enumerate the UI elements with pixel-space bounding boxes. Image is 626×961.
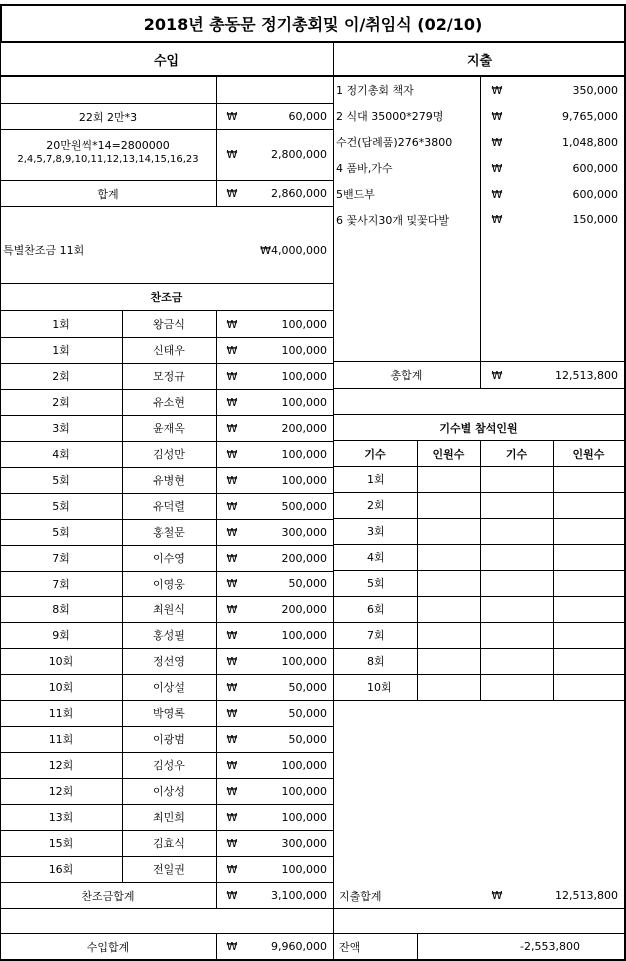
income-total-amount: 9,960,000 <box>271 940 327 953</box>
donation-name: 전일권 <box>153 863 185 876</box>
won-sign: ₩ <box>491 368 503 382</box>
donation-amount: 200,000 <box>281 421 327 435</box>
donation-amount: 100,000 <box>281 628 327 642</box>
grid-line <box>417 440 418 700</box>
donation-amount: 100,000 <box>281 473 327 487</box>
income-row-amount: 60,000 <box>288 110 327 123</box>
attendance-generation: 1회 <box>367 473 385 486</box>
donation-generation: 7회 <box>52 552 70 565</box>
donation-generation: 12회 <box>48 759 74 772</box>
donation-amount: 500,000 <box>281 499 327 513</box>
won-sign: ₩ <box>226 706 238 720</box>
donation-generation: 7회 <box>52 577 70 591</box>
donation-amount: 200,000 <box>281 551 327 565</box>
balance-amount: -2,553,800 <box>520 940 580 953</box>
donation-name: 김성만 <box>153 448 185 461</box>
won-sign: ₩ <box>226 369 238 383</box>
won-sign: ₩ <box>226 395 238 409</box>
won-sign: ₩ <box>226 836 238 850</box>
donation-generation: 5회 <box>52 526 70 539</box>
expense-item-amount: 1,048,800 <box>562 135 618 149</box>
won-sign: ₩ <box>226 473 238 487</box>
donation-amount: 100,000 <box>281 784 327 798</box>
expense-item-label: 5밴드부 <box>336 188 375 201</box>
won-sign: ₩ <box>226 889 238 902</box>
donation-name: 최민희 <box>153 811 185 824</box>
income-row-amount: 2,800,000 <box>271 148 327 161</box>
won-sign: ₩ <box>226 680 238 694</box>
expense-item-amount: 350,000 <box>572 83 618 97</box>
donation-name: 신태우 <box>153 344 185 357</box>
donation-name: 최원식 <box>153 603 185 616</box>
donation-generation: 3회 <box>52 422 70 435</box>
won-sign: ₩ <box>226 499 238 513</box>
won-sign: ₩ <box>491 213 503 226</box>
donation-generation: 1회 <box>52 318 70 331</box>
expense-header: 지출 <box>466 54 493 69</box>
grid-line <box>417 933 418 961</box>
donation-name: 왕금식 <box>153 318 185 331</box>
expense-item-amount: 600,000 <box>572 187 618 201</box>
won-sign: ₩ <box>226 784 238 798</box>
donation-generation: 9회 <box>52 629 70 642</box>
attendance-col-generation: 기수 <box>364 447 386 461</box>
donation-name: 이광범 <box>153 733 185 746</box>
won-sign: ₩ <box>226 628 238 642</box>
grid-line <box>216 310 217 882</box>
grid-line <box>0 75 333 77</box>
expense-item-label: 1 정기총회 책자 <box>336 84 414 97</box>
donation-generation: 13회 <box>48 811 74 824</box>
won-sign: ₩ <box>491 83 503 97</box>
donation-amount: 100,000 <box>281 810 327 824</box>
donation-generation: 11회 <box>48 733 74 746</box>
donations-total-amount: 3,100,000 <box>271 889 327 902</box>
expense-item-label: 4 품바,가수 <box>336 162 393 175</box>
donation-amount: 50,000 <box>288 706 327 720</box>
donation-name: 김효식 <box>153 837 185 850</box>
donations-total-label: 찬조금합계 <box>81 889 135 903</box>
attendance-generation: 8회 <box>367 655 385 668</box>
grid-line <box>333 700 626 701</box>
won-sign: ₩ <box>226 810 238 824</box>
donation-generation: 10회 <box>48 681 74 694</box>
won-sign: ₩ <box>226 421 238 435</box>
donation-generation: 10회 <box>48 655 74 668</box>
donation-name: 이영웅 <box>153 577 185 591</box>
attendance-generation: 5회 <box>367 577 385 590</box>
expense-summary-amount: 12,513,800 <box>555 889 618 902</box>
donation-name: 홍성필 <box>153 629 185 642</box>
donation-amount: 50,000 <box>288 577 327 590</box>
won-sign: ₩ <box>491 889 503 902</box>
donation-name: 김성우 <box>153 759 185 772</box>
donation-name: 정선영 <box>153 655 185 668</box>
donation-name: 박영록 <box>153 707 185 720</box>
attendance-col-count-2: 인원수 <box>572 447 605 461</box>
grid-line <box>216 933 217 961</box>
won-sign: ₩ <box>226 525 238 539</box>
income-total-label: 수입합계 <box>86 940 130 954</box>
donation-amount: 100,000 <box>281 447 327 461</box>
donation-name: 이상설 <box>153 681 185 694</box>
donation-amount: 100,000 <box>281 369 327 383</box>
income-row-label-line1: 20만원씩*14=2800000 <box>46 139 170 152</box>
donation-name: 유병현 <box>153 474 185 487</box>
won-sign: ₩ <box>226 187 238 200</box>
grid-line <box>553 440 554 700</box>
attendance-generation: 4회 <box>367 551 385 564</box>
expense-summary-label: 지출합계 <box>339 889 382 903</box>
won-sign: ₩ <box>226 758 238 772</box>
attendance-generation: 7회 <box>367 629 385 642</box>
attendance-generation: 10회 <box>367 681 392 694</box>
donation-amount: 50,000 <box>288 680 327 694</box>
donation-name: 모정규 <box>153 370 185 383</box>
donation-name: 이상성 <box>153 785 185 798</box>
grid-line <box>216 882 217 909</box>
income-row-label-line2: 2,4,5,7,8,9,10,11,12,13,14,15,16,23 <box>17 153 199 165</box>
attendance-header: 기수별 참석인원 <box>439 421 518 435</box>
donation-generation: 4회 <box>52 448 70 461</box>
donation-amount: 300,000 <box>281 836 327 850</box>
attendance-col-generation-2: 기수 <box>505 447 528 461</box>
donation-amount: 300,000 <box>281 525 327 539</box>
won-sign: ₩ <box>491 187 503 201</box>
donation-name: 이수영 <box>153 552 185 565</box>
expense-item-amount: 9,765,000 <box>562 109 618 123</box>
income-row-label: 22회 2만*3 <box>78 110 138 124</box>
expense-item-amount: 600,000 <box>572 161 618 175</box>
donation-amount: 200,000 <box>281 602 327 616</box>
donation-generation: 12회 <box>48 785 74 798</box>
grid-line <box>333 388 626 389</box>
grid-line <box>216 77 217 206</box>
donation-amount: 50,000 <box>288 732 327 746</box>
donation-generation: 2회 <box>52 370 70 383</box>
donation-name: 유소현 <box>153 396 185 409</box>
donation-generation: 8회 <box>52 603 70 616</box>
attendance-generation: 3회 <box>367 525 385 538</box>
income-subtotal-amount: 2,860,000 <box>271 187 327 200</box>
grid-line <box>122 310 123 882</box>
won-sign: ₩ <box>226 940 238 953</box>
donation-amount: 100,000 <box>281 395 327 409</box>
donation-amount: 100,000 <box>281 343 327 357</box>
donation-name: 유덕렬 <box>153 500 185 513</box>
donation-amount: 100,000 <box>281 654 327 668</box>
attendance-generation: 2회 <box>367 499 385 512</box>
donation-generation: 5회 <box>52 500 70 513</box>
attendance-generation: 6회 <box>367 603 385 616</box>
expense-total-amount: 12,513,800 <box>555 368 618 382</box>
expense-total-label: 총합계 <box>390 369 423 382</box>
won-sign: ₩ <box>226 551 238 565</box>
won-sign: ₩ <box>226 343 238 357</box>
won-sign: ₩ <box>491 161 503 175</box>
won-sign: ₩ <box>226 447 238 461</box>
income-header: 수입 <box>153 54 180 69</box>
page-title: 2018년 총동문 정기총회및 이/취임식 (02/10) <box>143 14 483 34</box>
special-donation-label: 특별찬조금 11회 <box>3 244 85 257</box>
grid-line <box>0 41 626 43</box>
expense-item-label: 수건(답례품)276*3800 <box>336 136 453 149</box>
won-sign: ₩ <box>226 732 238 746</box>
income-subtotal-label: 합계 <box>97 187 119 201</box>
grid-line <box>0 129 333 130</box>
donation-generation: 1회 <box>52 344 70 357</box>
special-donation-amount: ₩4,000,000 <box>260 243 327 257</box>
expense-item-label: 2 식대 35000*279명 <box>336 110 444 123</box>
expense-item-amount: 150,000 <box>572 213 618 226</box>
donation-generation: 5회 <box>52 474 70 487</box>
donation-generation: 15회 <box>48 837 74 850</box>
donations-header: 찬조금 <box>150 291 183 304</box>
donation-amount: 100,000 <box>281 758 327 772</box>
won-sign: ₩ <box>491 109 503 123</box>
grid-line <box>0 206 333 207</box>
won-sign: ₩ <box>491 135 503 149</box>
won-sign: ₩ <box>226 602 238 616</box>
attendance-col-count: 인원수 <box>432 447 465 461</box>
donation-name: 윤재옥 <box>153 422 185 435</box>
donation-generation: 11회 <box>48 707 74 720</box>
won-sign: ₩ <box>226 110 238 123</box>
won-sign: ₩ <box>226 577 238 590</box>
balance-label: 잔액 <box>339 940 361 954</box>
expense-item-label: 6 꽃사지30개 및꽃다발 <box>336 213 449 227</box>
donation-generation: 16회 <box>48 863 74 876</box>
donation-amount: 100,000 <box>281 317 327 331</box>
won-sign: ₩ <box>226 317 238 331</box>
grid-line <box>480 440 481 700</box>
donation-generation: 2회 <box>52 396 70 409</box>
won-sign: ₩ <box>226 862 238 876</box>
grid-line <box>480 77 481 388</box>
grid-line <box>0 908 626 909</box>
won-sign: ₩ <box>226 148 238 161</box>
donation-name: 홍철문 <box>153 526 185 539</box>
won-sign: ₩ <box>226 654 238 668</box>
donation-amount: 100,000 <box>281 862 327 876</box>
